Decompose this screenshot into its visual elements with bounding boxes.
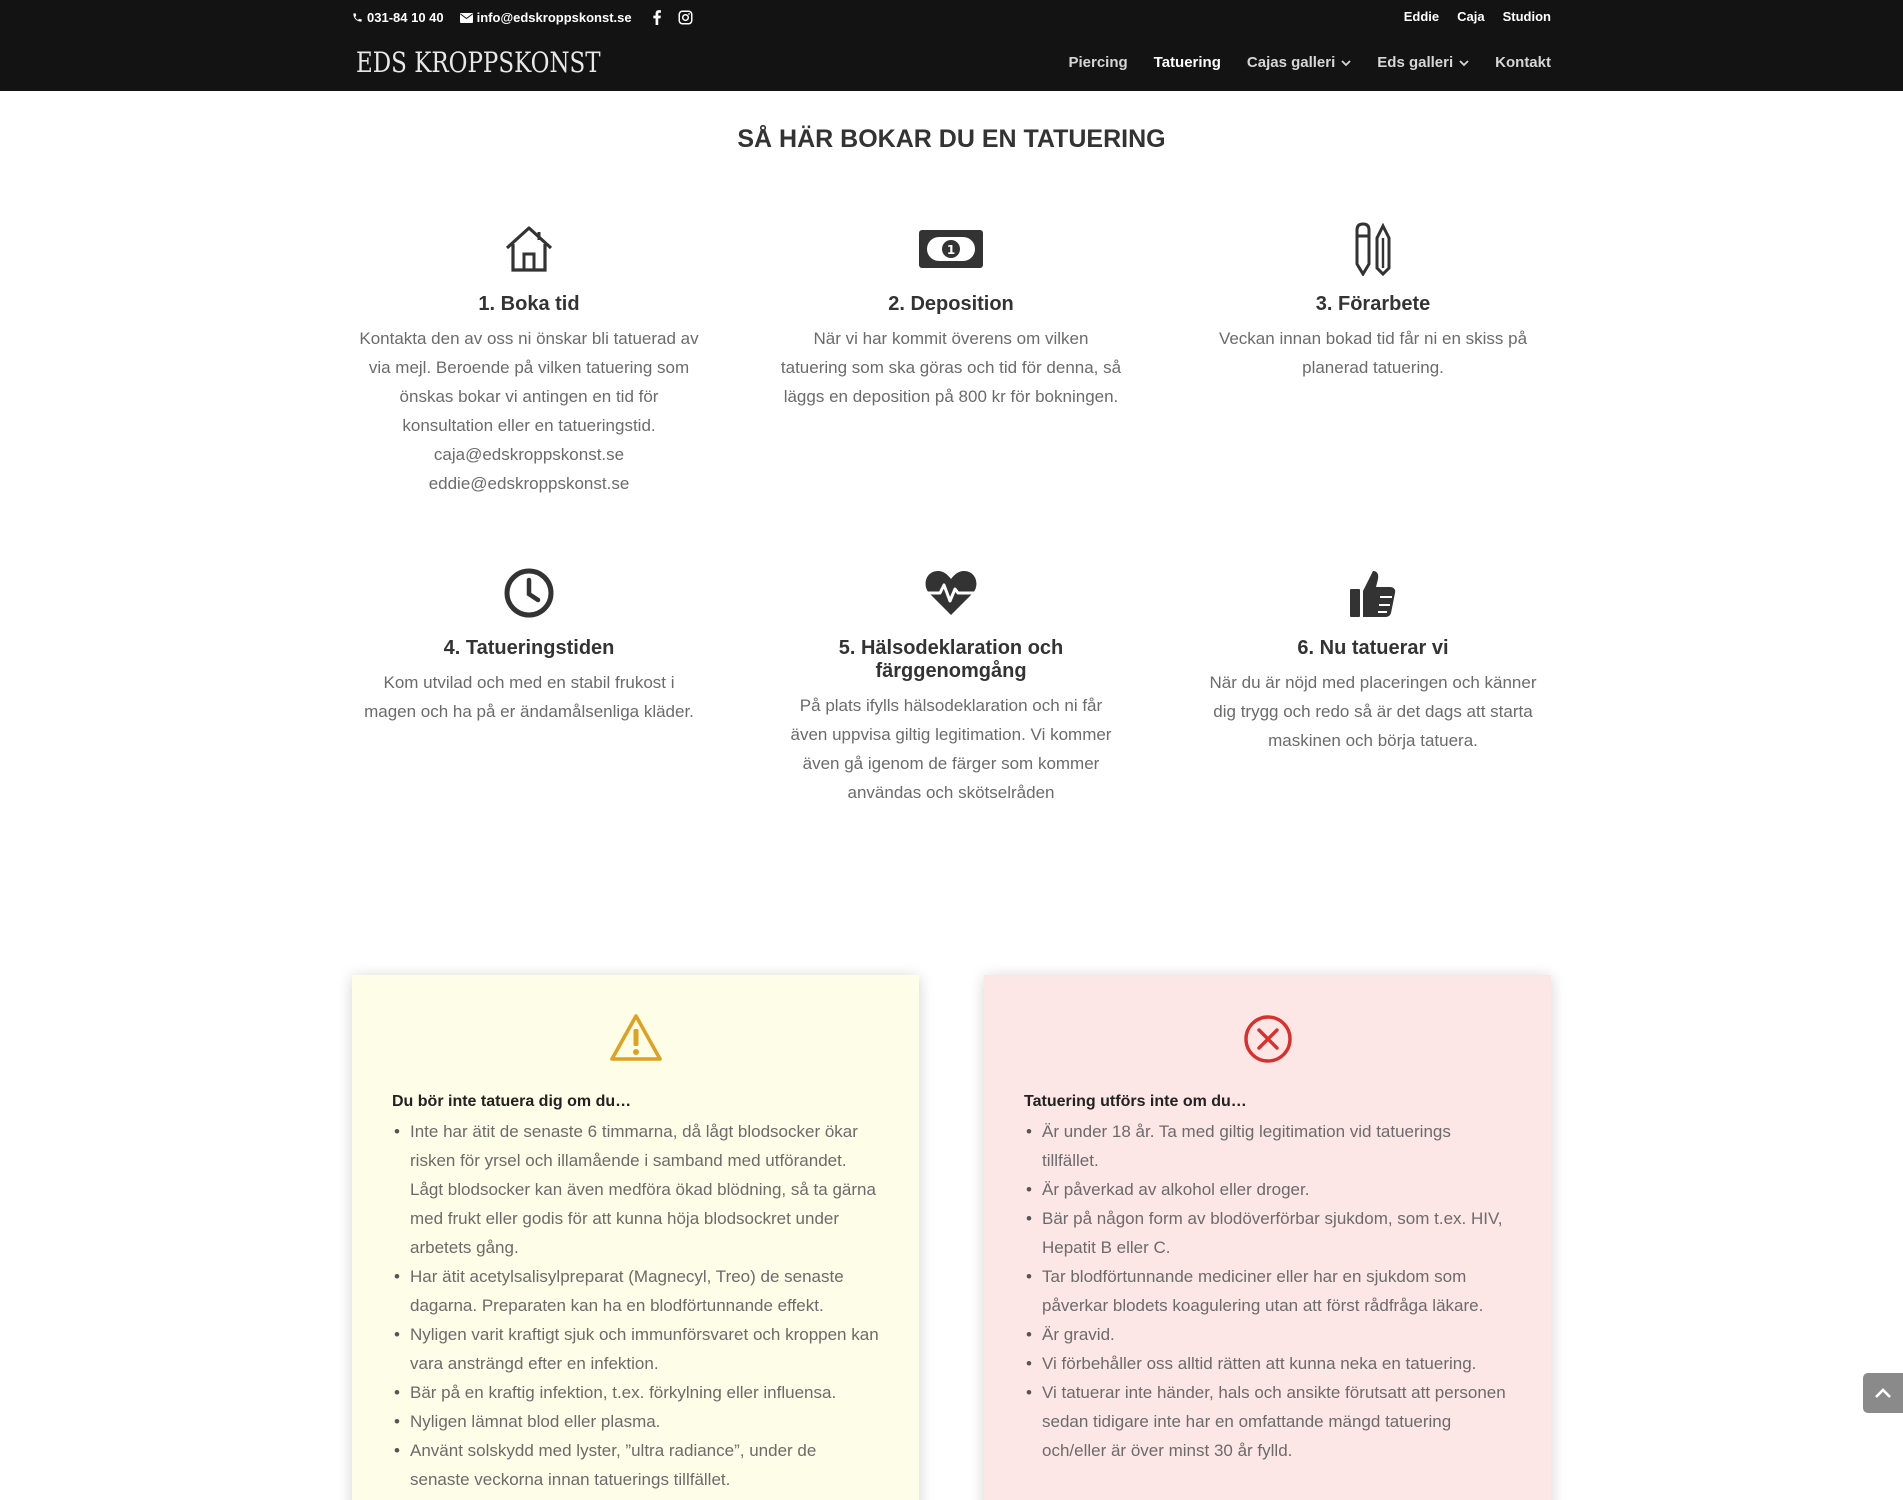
pencils-icon bbox=[1353, 222, 1393, 276]
back-to-top-button[interactable] bbox=[1863, 1373, 1903, 1413]
svg-text:1: 1 bbox=[946, 243, 956, 257]
list-item: • Inte har ätit de senaste 6 timmarna, då lågt blodsocker ökar risken för yrsel och illamående i samband med utförandet. Lågt blodsocker kan även medföra ökad blödning, så ta gärna med frukt eller godis för att kunna höja blodsockret under arbetets gång. bbox=[392, 1117, 879, 1262]
list-item: • Nyligen lämnat blod eller plasma. bbox=[392, 1407, 879, 1436]
chevron-up-icon bbox=[1874, 1387, 1892, 1399]
heartbeat-icon bbox=[924, 569, 978, 617]
chevron-down-icon bbox=[1459, 60, 1469, 67]
list-item: • Är gravid. bbox=[1024, 1320, 1511, 1349]
phone-icon bbox=[352, 12, 363, 23]
nav-item-eds-galleri[interactable] bbox=[1377, 54, 1469, 71]
step-description: När du är nöjd med placeringen och känner dig trygg och redo så är det dags att starta maskinen och börja tatuera. bbox=[1209, 673, 1537, 750]
instagram-icon[interactable] bbox=[678, 10, 693, 25]
nav-label: Kontakt bbox=[1495, 54, 1551, 71]
eddie-email-link[interactable]: eddie@edskroppskonst.se bbox=[428, 474, 630, 493]
nav-label: Piercing bbox=[1068, 54, 1128, 71]
step-description: När vi har kommit överens om vilken tatuering som ska göras och tid för denna, så läggs en deposition på 800 kr för bokningen. bbox=[780, 329, 1122, 406]
caja-email-link[interactable]: caja@edskroppskonst.se bbox=[433, 445, 625, 464]
nav-label: Cajas galleri bbox=[1246, 54, 1336, 71]
chevron-down-icon bbox=[1341, 60, 1351, 67]
warning-card bbox=[352, 975, 919, 1500]
list-item: • Använt solskydd med lyster, ”ultra radiance”, under de senaste veckorna innan tatuerings tillfället. bbox=[392, 1436, 879, 1494]
step-5 bbox=[771, 563, 1131, 807]
top-bar bbox=[0, 0, 1903, 36]
top-link-eddie[interactable]: Eddie bbox=[1403, 9, 1440, 24]
nav-item-cajas-galleri[interactable] bbox=[1247, 54, 1351, 71]
site-logo[interactable]: EDS KROPPSKONST bbox=[356, 46, 601, 79]
card-title: Du bör inte tatuera dig om du… bbox=[392, 1093, 632, 1110]
list-item: • Tar blodförtunnande mediciner eller har en sjukdom som påverkar blodets koagulering utan att först rådfråga läkare. bbox=[1024, 1262, 1511, 1320]
email-address: info@edskroppskonst.se bbox=[476, 10, 632, 25]
nav-item-tatuering[interactable] bbox=[1154, 54, 1221, 71]
card-title: Tatuering utförs inte om du… bbox=[1024, 1093, 1247, 1110]
step-1 bbox=[349, 219, 709, 498]
nav-item-piercing[interactable] bbox=[1068, 54, 1127, 71]
step-title: 3. Förarbete bbox=[1315, 293, 1431, 315]
clock-icon bbox=[503, 567, 555, 619]
step-2 bbox=[771, 219, 1131, 411]
facebook-icon[interactable] bbox=[652, 10, 662, 25]
restriction-card bbox=[984, 975, 1551, 1500]
restriction-list bbox=[1024, 1117, 1511, 1465]
nav-label: Eds galleri bbox=[1377, 54, 1454, 71]
list-item: • Bär på en kraftig infektion, t.ex. förkylning eller influensa. bbox=[392, 1378, 879, 1407]
step-title: 2. Deposition bbox=[888, 293, 1014, 315]
email-link[interactable] bbox=[460, 10, 632, 25]
step-description: Veckan innan bokad tid får ni en skiss på planerad tatuering. bbox=[1218, 329, 1528, 377]
envelope-icon bbox=[460, 13, 473, 23]
step-description: Kontakta den av oss ni önskar bli tatuerad av via mejl. Beroende på vilken tatuering som önskas bokar vi antingen en tid för konsultation eller en tatueringstid. caja@edskroppskonst.se eddie@edskroppskonst.se bbox=[349, 324, 709, 498]
step-6 bbox=[1193, 563, 1553, 755]
nav-label: Tatuering bbox=[1153, 54, 1221, 71]
main-header bbox=[0, 36, 1903, 91]
nav-item-kontakt[interactable] bbox=[1495, 54, 1551, 71]
list-item: • Vi förbehåller oss alltid rätten att kunna neka en tatuering. bbox=[1024, 1349, 1511, 1378]
step-title: 1. Boka tid bbox=[478, 293, 580, 315]
step-3 bbox=[1193, 219, 1553, 382]
list-item: • Vi tatuerar inte händer, hals och ansikte förutsatt att personen sedan tidigare inte har en omfattande mängd tatuering och/eller är över minst 30 år fylld. bbox=[1024, 1378, 1511, 1465]
list-item: • Nyligen varit kraftigt sjuk och immunförsvaret och kroppen kan vara ansträngd efter en infektion. bbox=[392, 1320, 879, 1378]
section-title: SÅ HÄR BOKAR DU EN TATUERING bbox=[737, 125, 1166, 153]
house-icon bbox=[503, 224, 555, 274]
thumbs-up-icon bbox=[1348, 567, 1398, 619]
phone-link[interactable] bbox=[352, 10, 444, 25]
list-item: • Är under 18 år. Ta med giltig legitimation vid tatuerings tillfället. bbox=[1024, 1117, 1511, 1175]
list-item: • Bär på någon form av blodöverförbar sjukdom, som t.ex. HIV, Hepatit B eller C. bbox=[1024, 1204, 1511, 1262]
warning-list bbox=[392, 1117, 879, 1494]
warning-icon bbox=[609, 1013, 663, 1063]
step-title: 4. Tatueringstiden bbox=[443, 637, 615, 659]
list-item: • Är påverkad av alkohol eller droger. bbox=[1024, 1175, 1511, 1204]
top-link-caja[interactable]: Caja bbox=[1457, 9, 1485, 24]
step-title: 6. Nu tatuerar vi bbox=[1297, 637, 1449, 659]
step-description: Kom utvilad och med en stabil frukost i magen och ha på er ändamålsenliga kläder. bbox=[364, 673, 694, 721]
top-link-studion[interactable]: Studion bbox=[1502, 9, 1551, 24]
main-nav bbox=[1068, 54, 1551, 71]
phone-number: 031-84 10 40 bbox=[367, 10, 444, 25]
step-description: På plats ifylls hälsodeklaration och ni får även uppvisa giltig legitimation. Vi kommer även gå igenom de färger som kommer användas och skötselråden bbox=[790, 696, 1112, 802]
step-title: 5. Hälsodeklaration och färggenomgång bbox=[838, 637, 1064, 682]
step-4 bbox=[349, 563, 709, 726]
list-item: • Har ätit acetylsalisylpreparat (Magnecyl, Treo) de senaste dagarna. Preparaten kan ha en blodförtunnande effekt. bbox=[392, 1262, 879, 1320]
x-circle-icon bbox=[1242, 1013, 1294, 1065]
money-icon bbox=[919, 228, 983, 270]
